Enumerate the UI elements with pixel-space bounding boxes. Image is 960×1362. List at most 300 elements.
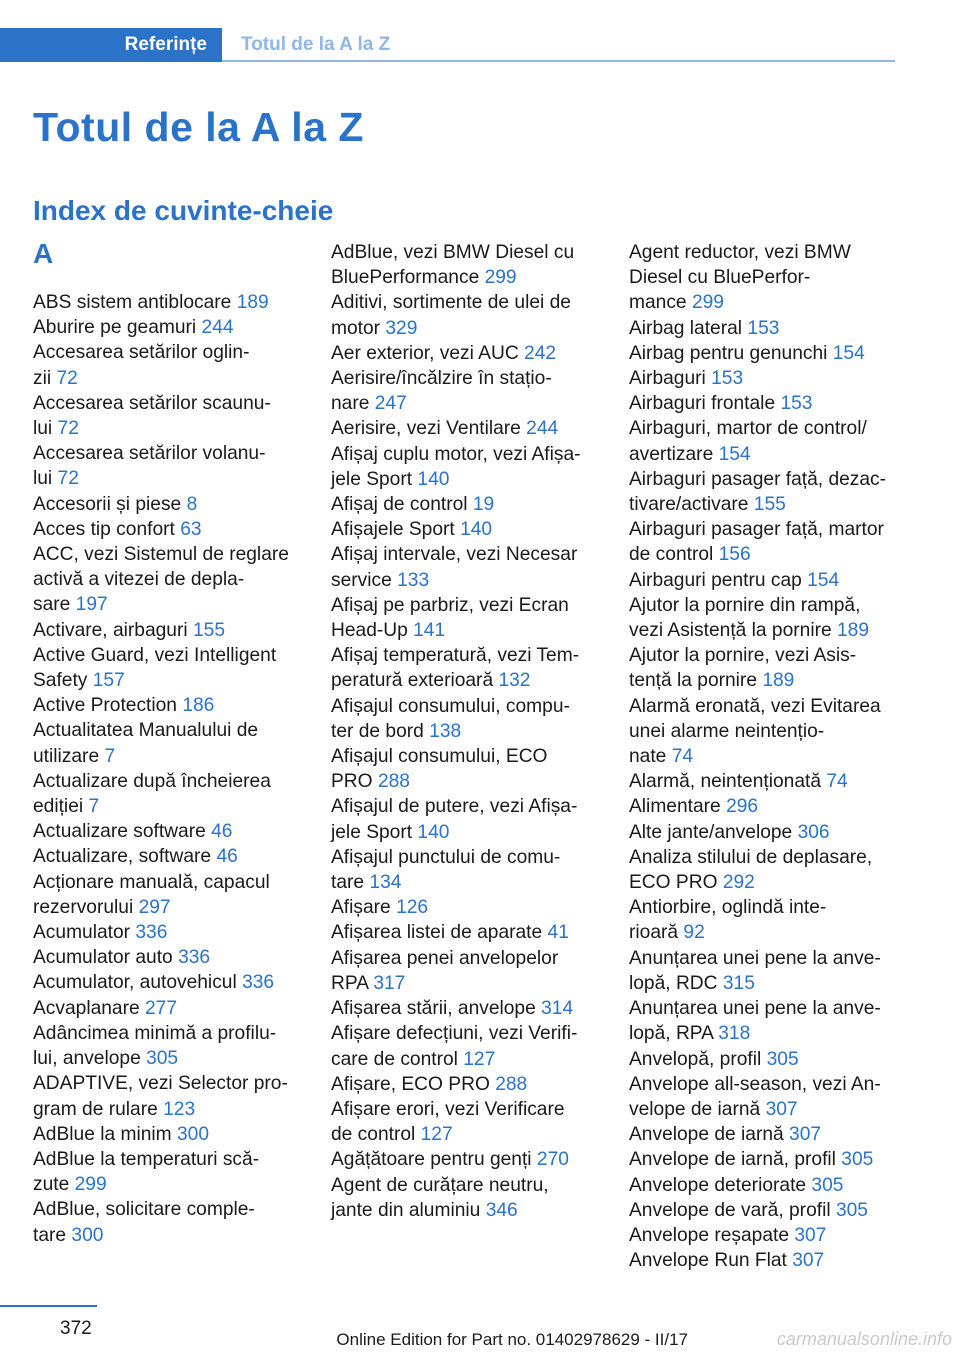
page-reference-link[interactable]: 72: [57, 468, 79, 490]
page-reference-link[interactable]: 138: [429, 720, 462, 742]
index-entry-label: Aer exterior, vezi AUC: [331, 342, 519, 364]
index-entry-label: tență la pornire: [629, 670, 757, 692]
index-entry-text: [629, 542, 901, 567]
index-entry-text: Anunțarea unei pene la anve-: [629, 947, 881, 969]
index-entry-text: Anunțarea unei pene la anve-: [629, 998, 881, 1020]
index-entry-label: RPA: [331, 972, 368, 994]
index-entry: [331, 593, 603, 643]
index-entry: [33, 391, 305, 441]
index-entry: [629, 845, 901, 895]
index-entry-label: Head-Up: [331, 620, 408, 642]
index-entry-text: unei alarme neintențio-: [629, 720, 825, 742]
index-entry-text: ACC, vezi Sistemul de reglare: [33, 544, 289, 566]
index-entry: [331, 744, 603, 794]
page-reference-link[interactable]: 288: [377, 771, 410, 793]
index-entry-label: Anvelope de iarnă: [629, 1124, 784, 1146]
index-entry: [331, 290, 603, 340]
index-entry-text: [33, 290, 305, 315]
page-reference-link[interactable]: 153: [747, 317, 780, 339]
index-entry-text: [33, 1097, 305, 1122]
page-reference-link[interactable]: 346: [485, 1199, 518, 1221]
index-entry: [33, 643, 305, 693]
index-entry-text: Afișaj pe parbriz, vezi Ecran: [331, 594, 569, 616]
index-entry-text: Afișare erori, vezi Verificare: [331, 1098, 565, 1120]
index-entry-text: [629, 341, 901, 366]
index-entry-text: [331, 341, 603, 366]
index-entry-text: [331, 996, 603, 1021]
page-reference-link[interactable]: 307: [765, 1098, 798, 1120]
index-entry: [629, 946, 901, 996]
index-entry-text: [331, 517, 603, 542]
index-entry: [331, 895, 603, 920]
index-column-3: [629, 240, 901, 1273]
index-entry-label: Airbag pentru genunchi: [629, 342, 828, 364]
index-entry-text: [331, 1047, 603, 1072]
index-entry-text: [33, 1223, 305, 1248]
page-reference-link[interactable]: 318: [718, 1023, 751, 1045]
index-entry-label: nare: [331, 393, 370, 415]
page-reference-link[interactable]: 270: [536, 1149, 569, 1171]
index-entry-text: [629, 794, 901, 819]
page-reference-link[interactable]: 153: [780, 393, 813, 415]
index-entry-text: [629, 668, 901, 693]
index-entry-text: Ajutor la pornire din rampă,: [629, 594, 861, 616]
index-entry-text: Alarmă eronată, vezi Evitarea: [629, 695, 881, 717]
index-entry: [331, 1021, 603, 1071]
index-entry-label: lui: [33, 418, 53, 440]
index-entry-label: Acumulator: [33, 922, 131, 944]
page-reference-link[interactable]: 72: [56, 367, 78, 389]
page-reference-link[interactable]: 297: [138, 896, 171, 918]
index-entry-text: [33, 744, 305, 769]
index-entry-text: [331, 316, 603, 341]
index-entry-text: [629, 1122, 901, 1147]
breadcrumb: Totul de la A la Z: [241, 34, 391, 55]
index-entry-text: Airbaguri, martor de control/: [629, 418, 867, 440]
index-entry-label: Afișare, ECO PRO: [331, 1073, 490, 1095]
page-reference-link[interactable]: 134: [369, 872, 402, 894]
index-entry-text: [33, 970, 305, 995]
index-entry-label: Aerisire, vezi Ventilare: [331, 418, 521, 440]
index-entry: [33, 340, 305, 390]
index-entry: [629, 593, 901, 643]
index-entry-text: Airbaguri pasager față, martor: [629, 519, 884, 541]
page-reference-link[interactable]: 244: [526, 418, 559, 440]
index-letter-heading: A: [33, 238, 54, 269]
index-entry-text: [331, 971, 603, 996]
index-entry: [629, 1223, 901, 1248]
index-entry-text: [629, 442, 901, 467]
page-reference-link[interactable]: 307: [789, 1124, 822, 1146]
index-entry-label: Acumulator, autovehicul: [33, 972, 237, 994]
index-entry-text: [33, 819, 305, 844]
index-entry-text: Afișaj intervale, vezi Necesar: [331, 544, 578, 566]
index-entry-text: [629, 820, 901, 845]
index-entry-text: [629, 1223, 901, 1248]
page-reference-link[interactable]: 305: [146, 1048, 179, 1070]
page-reference-link[interactable]: 277: [145, 997, 178, 1019]
page-reference-link[interactable]: 157: [92, 670, 125, 692]
page-reference-link[interactable]: 141: [413, 620, 446, 642]
index-column-1: [33, 240, 305, 1248]
index-entry-label: lopă, RDC: [629, 972, 718, 994]
index-entry-text: Accesarea setărilor oglin-: [33, 342, 250, 364]
index-entry-label: Acumulator auto: [33, 947, 173, 969]
index-entry-label: Active Protection: [33, 695, 177, 717]
index-entry-text: [33, 1172, 305, 1197]
index-entry-text: Afișaj cuplu motor, vezi Afișa-: [331, 443, 581, 465]
index-entry-text: [33, 592, 305, 617]
page-reference-link[interactable]: 189: [836, 620, 869, 642]
page-reference-link[interactable]: 244: [201, 317, 234, 339]
page-reference-link[interactable]: 63: [180, 518, 202, 540]
index-entry-label: nate: [629, 746, 667, 768]
index-entry: [33, 1122, 305, 1147]
index-entry-label: de control: [629, 544, 714, 566]
index-entry-label: motor: [331, 317, 381, 339]
index-entry-label: de control: [331, 1124, 416, 1146]
index-entry: [629, 517, 901, 567]
chapter-label: Referințe: [124, 34, 207, 55]
index-entry-text: [629, 366, 901, 391]
page-reference-link[interactable]: 307: [794, 1224, 827, 1246]
page-title: Totul de la A la Z: [33, 104, 364, 150]
index-entry-text: [33, 1046, 305, 1071]
index-entry-label: Aburire pe geamuri: [33, 317, 197, 339]
index-entry-text: [33, 366, 305, 391]
page-reference-link[interactable]: 74: [671, 746, 694, 768]
edition-note: Online Edition for Part no. 01402978629 - II/17: [336, 1330, 688, 1349]
page-reference-link[interactable]: 19: [472, 494, 495, 516]
index-entry-text: [331, 467, 603, 492]
index-entry-text: [33, 315, 305, 340]
page-reference-link[interactable]: 317: [373, 972, 406, 994]
index-entry-label: Airbaguri: [629, 368, 706, 390]
index-entry-text: Afișarea penei anvelopelor: [331, 947, 559, 969]
page-reference-link[interactable]: 305: [841, 1149, 874, 1171]
page-reference-link[interactable]: 123: [163, 1098, 196, 1120]
index-entry-label: Actualizare, software: [33, 846, 212, 868]
index-entry-label: lui: [33, 468, 53, 490]
index-entry-label: Anvelope de iarnă, profil: [629, 1149, 836, 1171]
header-rule: [222, 60, 895, 62]
index-entry: [331, 996, 603, 1021]
index-entry-text: Active Guard, vezi Intelligent: [33, 644, 277, 666]
index-entry-label: avertizare: [629, 443, 714, 465]
chapter-tab: [0, 28, 222, 62]
index-entry-text: [331, 719, 603, 744]
index-entry: [33, 693, 305, 718]
index-entry-label: Afișare: [331, 897, 391, 919]
page-reference-link[interactable]: 156: [718, 544, 751, 566]
index-entry: [331, 366, 603, 416]
index-entry: [331, 946, 603, 996]
index-entry: [331, 517, 603, 542]
index-entry-text: Accesarea setărilor volanu-: [33, 443, 266, 465]
index-entry-text: [331, 1147, 603, 1172]
index-entry: [33, 769, 305, 819]
page-reference-link[interactable]: 305: [766, 1048, 799, 1070]
index-entry-text: Afișajul punctului de comu-: [331, 846, 561, 868]
index-entry: [33, 844, 305, 869]
index-entry-label: Activare, airbaguri: [33, 619, 188, 641]
index-entry: [33, 315, 305, 340]
page-reference-link[interactable]: 315: [722, 972, 755, 994]
page-reference-link[interactable]: 46: [211, 821, 233, 843]
index-entry-label: ediției: [33, 796, 84, 818]
index-entry-label: Airbaguri frontale: [629, 393, 776, 415]
page-reference-link[interactable]: 153: [711, 368, 744, 390]
index-entry-label: rioară: [629, 922, 679, 944]
index-entry-text: [629, 618, 901, 643]
index-entry-label: zii: [33, 367, 52, 389]
index-entry: [629, 769, 901, 794]
index-entry-text: [331, 265, 603, 290]
page-reference-link[interactable]: 186: [182, 695, 215, 717]
index-entry-label: Accesorii și piese: [33, 493, 182, 515]
index-entry-text: Accesarea setărilor scaunu-: [33, 392, 271, 414]
page-reference-link[interactable]: 288: [495, 1073, 528, 1095]
index-entry: [629, 1173, 901, 1198]
index-entry-text: Airbaguri pasager față, dezac-: [629, 468, 887, 490]
page-reference-link[interactable]: 92: [683, 922, 705, 944]
index-entry-label: lui, anvelope: [33, 1048, 141, 1070]
page-reference-link[interactable]: 8: [186, 493, 198, 515]
index-entry-label: jante din aluminiu: [331, 1199, 481, 1221]
index-entry-text: [629, 1097, 901, 1122]
index-entry-text: AdBlue, solicitare comple-: [33, 1199, 255, 1221]
index-entry: [629, 820, 901, 845]
index-entry-text: [629, 568, 901, 593]
page-reference-link[interactable]: 140: [460, 519, 493, 541]
index-entry-text: [629, 1047, 901, 1072]
section-title: Index de cuvinte-cheie: [33, 195, 334, 226]
page-reference-link[interactable]: 300: [176, 1123, 209, 1145]
index-entry: [33, 920, 305, 945]
page-reference-link[interactable]: 72: [57, 418, 79, 440]
index-entry: [629, 1047, 901, 1072]
index-entry-text: [629, 769, 901, 794]
index-entry: [33, 492, 305, 517]
index-entry: [629, 895, 901, 945]
index-entry-text: [33, 1122, 305, 1147]
index-entry-label: tare: [33, 1224, 67, 1246]
page-reference-link[interactable]: 41: [547, 922, 569, 944]
page-reference-link[interactable]: 299: [74, 1174, 107, 1196]
index-entry-text: [629, 316, 901, 341]
index-entry: [629, 996, 901, 1046]
index-entry-label: mance: [629, 292, 687, 314]
page-reference-link[interactable]: 46: [216, 846, 238, 868]
page-reference-link[interactable]: 336: [178, 947, 211, 969]
index-entry-text: [331, 1072, 603, 1097]
index-entry-label: BluePerformance: [331, 267, 480, 289]
index-entry-text: [629, 920, 901, 945]
index-entry-label: vezi Asistență la pornire: [629, 620, 832, 642]
index-entry: [33, 618, 305, 643]
page-reference-link[interactable]: 314: [541, 998, 574, 1020]
running-header: [0, 28, 895, 62]
index-entry: [33, 718, 305, 768]
page-number: 372: [60, 1318, 92, 1339]
index-entry-text: Anvelope all-season, vezi An-: [629, 1073, 881, 1095]
index-entry: [33, 1021, 305, 1071]
page-reference-link[interactable]: 154: [807, 569, 840, 591]
index-entry-text: [331, 416, 603, 441]
index-entry-label: Anvelopă, profil: [629, 1048, 762, 1070]
index-entry-label: Afișaj de control: [331, 494, 468, 516]
page-reference-link[interactable]: 296: [726, 796, 759, 818]
page-reference-link[interactable]: 292: [722, 872, 755, 894]
index-entry: [629, 1198, 901, 1223]
index-entry-text: [33, 844, 305, 869]
page-reference-link[interactable]: 154: [718, 443, 751, 465]
index-entry-text: [33, 794, 305, 819]
index-entry-label: Agățătoare pentru genți: [331, 1149, 532, 1171]
index-entry-text: [629, 1021, 901, 1046]
page-reference-link[interactable]: 329: [385, 317, 418, 339]
page-reference-link[interactable]: 127: [463, 1048, 496, 1070]
index-entry: [629, 568, 901, 593]
index-entry-text: Actualizare după încheierea: [33, 770, 271, 792]
index-entry-label: Afișarea listei de aparate: [331, 922, 543, 944]
index-entry-text: [331, 769, 603, 794]
index-entry-text: Afișare defecțiuni, vezi Verifi-: [331, 1023, 578, 1045]
index-column-2: [331, 240, 603, 1223]
index-entry-label: gram de rulare: [33, 1098, 158, 1120]
index-entry-label: PRO: [331, 771, 373, 793]
page-reference-link[interactable]: 155: [192, 619, 225, 641]
index-entry-label: Anvelope de vară, profil: [629, 1199, 831, 1221]
index-entry: [629, 694, 901, 770]
index-entry-text: ADAPTIVE, vezi Selector pro-: [33, 1073, 288, 1095]
page-reference-link[interactable]: 305: [835, 1199, 868, 1221]
index-entry-text: [629, 1248, 901, 1273]
index-entry-label: Alimentare: [629, 796, 721, 818]
index-entry-text: [629, 1147, 901, 1172]
footer-rule: [0, 1305, 97, 1307]
index-entry: [331, 240, 603, 290]
index-entry-text: [33, 920, 305, 945]
page-reference-link[interactable]: 140: [417, 821, 450, 843]
index-entry: [331, 794, 603, 844]
index-entry: [33, 870, 305, 920]
page-reference-link[interactable]: 336: [135, 922, 168, 944]
index-entry-label: Alarmă, neintenționată: [629, 771, 821, 793]
index-entry-text: Afișaj temperatură, vezi Tem-: [331, 645, 580, 667]
index-entry-label: Actualizare software: [33, 821, 206, 843]
index-entry-label: jele Sport: [331, 821, 413, 843]
index-entry-label: AdBlue la minim: [33, 1123, 172, 1145]
page-reference-link[interactable]: 132: [498, 670, 531, 692]
index-entry: [629, 467, 901, 517]
index-entry-text: [331, 492, 603, 517]
page-reference-link[interactable]: 300: [71, 1224, 104, 1246]
index-entry-label: Airbaguri pentru cap: [629, 569, 802, 591]
index-entry-text: Acționare manuală, capacul: [33, 871, 270, 893]
index-entry-text: Actualitatea Manualului de: [33, 720, 259, 742]
index-entry-text: [629, 391, 901, 416]
index-entry-text: [629, 870, 901, 895]
index-entry-text: [331, 870, 603, 895]
page-reference-link[interactable]: 336: [242, 972, 275, 994]
index-entry-text: Agent de curățare neutru,: [331, 1174, 549, 1196]
index-entry-text: Analiza stilului de deplasare,: [629, 846, 873, 868]
index-entry-text: Afișajul consumului, compu-: [331, 695, 570, 717]
index-entry: [629, 416, 901, 466]
page-reference-link[interactable]: 133: [397, 569, 430, 591]
index-entry-text: Afișajul de putere, vezi Afișa-: [331, 796, 578, 818]
index-entry: [331, 845, 603, 895]
index-entry: [629, 794, 901, 819]
index-entry-text: [629, 290, 901, 315]
index-entry: [33, 945, 305, 970]
page-reference-link[interactable]: 140: [417, 468, 450, 490]
index-entry-text: [629, 1198, 901, 1223]
index-entry: [331, 542, 603, 592]
index-entry-text: Aditivi, sortimente de ulei de: [331, 292, 571, 314]
index-entry-text: [33, 996, 305, 1021]
index-entry-text: Agent reductor, vezi BMW: [629, 242, 851, 263]
page-reference-link[interactable]: 299: [691, 292, 724, 314]
page-reference-link[interactable]: 299: [484, 267, 517, 289]
index-entry-label: Acvaplanare: [33, 997, 140, 1019]
index-entry: [331, 643, 603, 693]
index-entry-text: [331, 820, 603, 845]
page-reference-link[interactable]: 154: [832, 342, 865, 364]
index-entry-text: [33, 895, 305, 920]
page-reference-link[interactable]: 7: [104, 745, 116, 767]
index-entry-text: [33, 492, 305, 517]
index-entry-text: [629, 971, 901, 996]
page-reference-link[interactable]: 305: [811, 1174, 844, 1196]
index-entry-text: Diesel cu BluePerfor-: [629, 267, 811, 289]
index-entry: [331, 1097, 603, 1147]
page-reference-link[interactable]: 307: [792, 1250, 825, 1272]
page-reference-link[interactable]: 306: [797, 821, 830, 843]
index-entry-text: [33, 618, 305, 643]
index-entry-text: AdBlue, vezi BMW Diesel cu: [331, 242, 575, 263]
index-entry: [629, 391, 901, 416]
page-reference-link[interactable]: 126: [396, 897, 429, 919]
index-entry: [33, 1197, 305, 1247]
index-entry-label: tivare/activare: [629, 494, 749, 516]
page-reference-link[interactable]: 189: [762, 670, 795, 692]
page-reference-link[interactable]: 247: [374, 393, 407, 415]
index-entry-label: rezervorului: [33, 896, 134, 918]
page-reference-link[interactable]: 74: [826, 771, 848, 793]
index-entry-label: Afișajele Sport: [331, 519, 455, 541]
index-entry-label: sare: [33, 594, 71, 616]
index-entry-text: [33, 668, 305, 693]
index-entry: [331, 1147, 603, 1172]
index-entry: [331, 920, 603, 945]
page-reference-link[interactable]: 197: [75, 594, 108, 616]
index-entry: [629, 1147, 901, 1172]
page-reference-link[interactable]: 189: [236, 292, 269, 313]
page-reference-link[interactable]: 242: [524, 342, 557, 364]
index-entry-text: [33, 693, 305, 718]
page-reference-link[interactable]: 127: [420, 1124, 453, 1146]
index-entry-label: Airbag lateral: [629, 317, 743, 339]
index-entry-text: [33, 517, 305, 542]
index-entry-label: velope de iarnă: [629, 1098, 761, 1120]
index-entry: [331, 492, 603, 517]
page-reference-link[interactable]: 7: [88, 796, 100, 818]
index-entry-label: Anvelope Run Flat: [629, 1250, 787, 1272]
index-entry: [33, 1147, 305, 1197]
page-reference-link[interactable]: 155: [753, 494, 786, 516]
